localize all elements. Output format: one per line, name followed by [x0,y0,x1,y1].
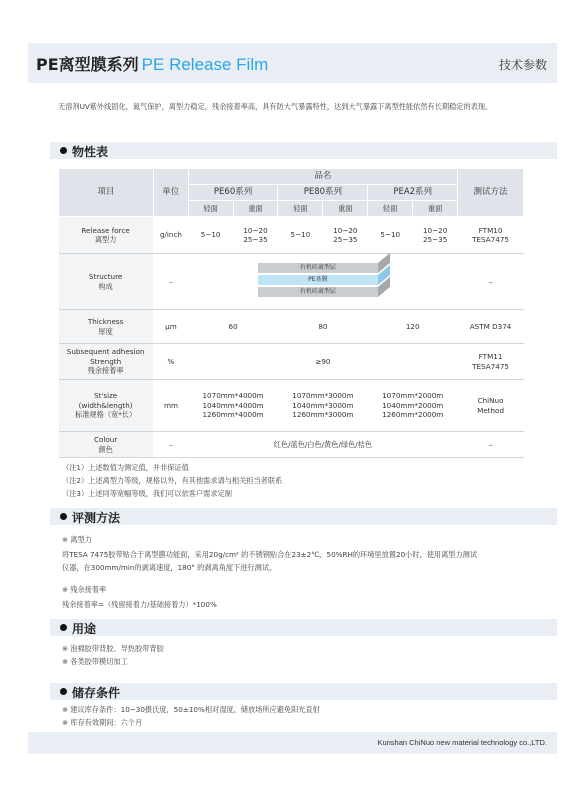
size-value: 1040mm*3000m [292,400,354,410]
row-unit: – [153,254,188,310]
size-value: 1040mm*2000m [382,400,444,410]
evaluation-block [62,533,542,611]
section-storage [50,683,557,700]
page-title-cn: PE离型膜系列 [36,55,139,74]
bullet-icon [60,147,67,154]
size-value: 1070mm*2000m [382,391,444,401]
size-value: 1260mm*4000m [202,410,264,420]
cell-light: 5~10 [188,217,233,254]
table-row [59,344,524,380]
layer-pe-base: PE基膜 [258,275,378,285]
cell-heavy-2: 25~35 [243,235,268,244]
cell-heavy [233,217,278,254]
list-item: ※ 泡棉胶带背胶、导热胶带背胶 [62,644,164,653]
eval-release-title: ※ 离型力 [62,535,92,544]
col-product-name: 品名 [188,169,457,185]
cell-heavy-1: 10~20 [422,225,448,235]
row-name-en: Strength [90,356,122,366]
section-title: 储存条件 [72,686,121,700]
page-title-en: PE Release Film [141,55,269,74]
series-pea2: PEA2系列 [368,185,458,201]
table-row [59,432,524,458]
cell-method [458,217,524,254]
row-name-cn: 构成 [98,281,113,291]
row-name [59,310,154,344]
bullet-icon [60,513,67,520]
row-unit: – [153,432,188,458]
eval-adhesion-title: ※ 残余接着率 [62,585,107,594]
bullet-icon [60,624,67,631]
row-unit: μm [153,310,188,344]
cell-heavy [323,217,368,254]
table-notes [62,461,282,500]
row-name [59,380,154,432]
layer-structure-diagram [238,259,408,305]
cell-size-pe60 [188,380,278,432]
col-item: 项目 [59,169,154,217]
light-side: 轻面 [278,201,323,217]
row-name [59,432,154,458]
page-title [36,52,268,75]
row-name [59,217,154,254]
bullet-icon [60,688,67,695]
properties-table [58,168,524,458]
table-row [59,254,524,310]
cell-method: ASTM D374 [458,310,524,344]
light-side: 轻面 [368,201,413,217]
row-name-en: Colour [93,435,118,444]
row-name-cn: 颜色 [98,444,113,454]
size-value: 1040mm*4000m [202,400,264,410]
layer-silicone-bottom: 有机硅离型层 [258,287,378,297]
row-name-cn: 残余接着率 [87,366,124,376]
table-row [59,380,524,432]
col-unit: 单位 [153,169,188,217]
cell-heavy-2: 25~35 [333,235,358,244]
eval-release-line: 将TESA 7475胶带贴合于离型膜功能面，采用20g/cm² 的不锈钢贴合在23±2℃、50%RH的环境里放置20小时，使用离型力测试 [62,550,478,559]
section-evaluation [50,508,557,525]
list-item: ※ 各类胶带模切加工 [62,657,128,666]
company-name: Kunshan ChiNuo new material technology co.,LTD. [377,738,547,747]
section-title: 用途 [72,622,97,636]
row-name-en: Thickness [87,317,124,326]
note-item: （注2）上述离型力等级，规格以外，有其他需求请与相关担当者联系 [62,476,283,485]
cell-method: – [458,432,524,458]
storage-list [62,703,542,729]
eval-adhesion-line: 残余接着率=（残留接着力/基础接着力）*100% [62,600,217,609]
cell-value: 80 [278,310,368,344]
method-2: Method [477,405,505,415]
row-name-en: Release force [81,225,130,235]
cell-heavy-2: 25~35 [422,235,448,244]
series-pe60: PE60系列 [188,185,278,201]
method-2: TESA7475 [472,361,509,371]
cell-light: 5~10 [368,217,413,254]
cell-heavy [413,217,458,254]
section-title: 物性表 [72,145,109,159]
section-properties [50,142,557,159]
cell-method [458,344,524,380]
row-name-en: Subsequent adhesion [66,347,145,357]
table-row [59,310,524,344]
intro-text: 无溶剂UV紫外线固化，氮气保护，离型力稳定，残余接着率高，具有防大气暴露特性，达到大气暴露下离型性能依然有长期稳定的表现。 [58,102,493,111]
size-value: 1260mm*2000m [382,410,444,420]
row-name [59,344,154,380]
structure-diagram-cell [188,254,457,310]
table-row [59,217,524,254]
usage-list [62,642,542,668]
page-header [28,43,557,83]
cell-method: – [458,254,524,310]
cell-value: 红色/蓝色/白色/黄色/绿色/桔色 [188,432,457,458]
cell-value: ≥90 [188,344,457,380]
method-1: FTM10 [478,225,503,235]
cell-light: 5~10 [278,217,323,254]
row-name [59,254,154,310]
row-name-cn: 标准规格（宽*长） [75,410,137,420]
section-usage [50,619,557,636]
size-value: 1260mm*3000m [292,410,354,420]
page-footer [28,732,557,754]
list-item: ※ 库存有效期间：六个月 [62,718,143,727]
layer-silicone-top: 有机硅离型层 [258,263,378,273]
cell-method [458,380,524,432]
method-1: FTM11 [478,352,503,361]
row-name-cn: 厚度 [98,326,113,336]
row-unit: g/inch [153,217,188,254]
heavy-side: 重面 [323,201,368,217]
series-pe80: PE80系列 [278,185,368,201]
cell-value: 60 [188,310,278,344]
heavy-side: 重面 [413,201,458,217]
row-name-en: St'size [93,391,118,401]
row-unit: % [153,344,188,380]
size-value: 1070mm*4000m [202,391,264,401]
note-item: （注1）上述数值为测定值，并非保证值 [62,463,189,472]
cell-value: 120 [368,310,458,344]
cell-heavy-1: 10~20 [333,225,358,235]
cell-size-pea2 [368,380,458,432]
row-name-en: Structure [88,272,123,281]
heavy-side: 重面 [233,201,278,217]
row-unit: mm [153,380,188,432]
size-value: 1070mm*3000m [292,391,354,401]
col-test-method: 测试方法 [458,169,524,217]
eval-release-line: 仪器，在300mm/min的剥离速度，180° 的剥离角度下进行测试。 [62,563,277,572]
row-name-cn: 离型力 [94,235,117,244]
light-side: 轻面 [188,201,233,217]
section-title: 评测方法 [72,511,121,525]
note-item: （注3）上述同等宽幅等级，我们可以依客户需求定制 [62,489,232,498]
cell-size-pe80 [278,380,368,432]
row-name-en: (width&length) [78,400,133,410]
cell-heavy-1: 10~20 [243,225,268,235]
header-right-label: 技术参数 [498,58,547,72]
method-2: TESA7475 [472,235,509,244]
method-1: ChiNuo [477,396,504,405]
list-item: ※ 建议库存条件：10~30摄氏度，50±10%相对湿度，储放场所应避免阳光直射 [62,705,320,714]
